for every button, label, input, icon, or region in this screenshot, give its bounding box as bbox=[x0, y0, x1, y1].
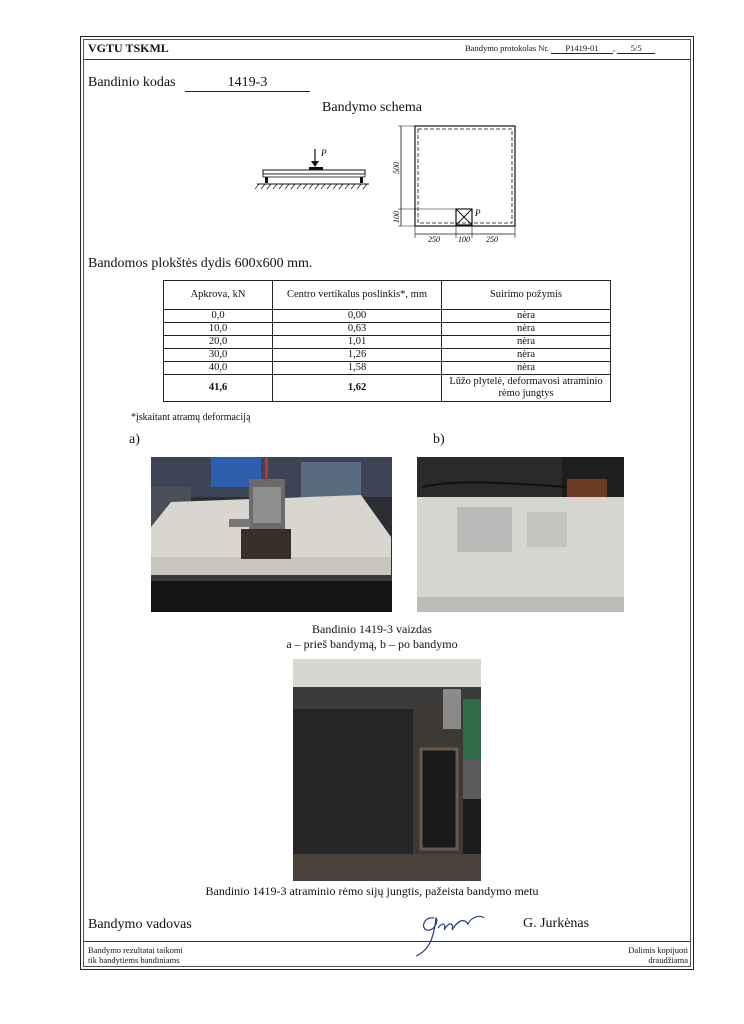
col-failure: Suirimo požymis bbox=[442, 281, 611, 310]
cell: 1,62 bbox=[273, 375, 442, 402]
joint-caption: Bandinio 1419-3 atraminio rėmo sijų jungtis, pažeista bandymo metu bbox=[205, 884, 539, 898]
footer-left-line2: tik bandytiems bandiniams bbox=[88, 955, 180, 965]
side-view-diagram bbox=[255, 145, 375, 195]
cell: 1,26 bbox=[273, 349, 442, 362]
cell: nėra bbox=[442, 349, 611, 362]
protocol-label: Bandymo protokolas Nr. bbox=[465, 43, 549, 53]
dim-mid: 100 bbox=[458, 235, 470, 244]
side-load-label: P bbox=[321, 148, 327, 158]
table-header-row bbox=[164, 281, 611, 310]
header-divider bbox=[84, 59, 690, 60]
dim-right: 250 bbox=[486, 235, 498, 244]
cell: 10,0 bbox=[164, 323, 273, 336]
plate-size-text: Bandomos plokštės dydis 600x600 mm. bbox=[88, 256, 313, 271]
specimen-code-label: Bandinio kodas bbox=[88, 75, 176, 90]
dim-offset: 100 bbox=[392, 211, 401, 223]
signature-image bbox=[400, 906, 500, 962]
col-load: Apkrova, kN bbox=[164, 281, 273, 310]
cell: nėra bbox=[442, 323, 611, 336]
protocol-number: P1419-01 bbox=[551, 43, 613, 54]
page-number: 5/5 bbox=[617, 43, 655, 54]
cell: 40,0 bbox=[164, 362, 273, 375]
footer-divider bbox=[84, 941, 690, 942]
photo-a-label: a) bbox=[129, 432, 140, 447]
supervisor-name: G. Jurkėnas bbox=[523, 916, 590, 931]
dim-left: 250 bbox=[428, 235, 440, 244]
cell: 0,00 bbox=[273, 310, 442, 323]
plan-load-label: P bbox=[475, 208, 481, 218]
cell: 20,0 bbox=[164, 336, 273, 349]
cell: nėra bbox=[442, 362, 611, 375]
cell: nėra bbox=[442, 310, 611, 323]
cell: nėra bbox=[442, 336, 611, 349]
specimen-code: 1419-3 bbox=[185, 75, 310, 92]
photo-after-test bbox=[417, 457, 624, 612]
table-row bbox=[164, 362, 611, 375]
dim-height: 500 bbox=[392, 162, 401, 174]
cell: 41,6 bbox=[164, 375, 273, 402]
table-row bbox=[164, 375, 611, 402]
footer-left bbox=[88, 945, 183, 965]
table-row bbox=[164, 336, 611, 349]
footnote: *įskaitant atramų deformaciją bbox=[131, 412, 251, 423]
specimen-code-line bbox=[88, 75, 310, 92]
table-row bbox=[164, 349, 611, 362]
photo-caption-line1: Bandinio 1419-3 vaizdas bbox=[312, 622, 432, 636]
schema-title: Bandymo schema bbox=[322, 100, 422, 115]
results-table bbox=[163, 280, 611, 402]
cell: Lūžo plytelė, deformavosi atraminio rėmo jungtys bbox=[442, 375, 611, 402]
table-row bbox=[164, 323, 611, 336]
footer-right-line1: Dalimis kopijuoti bbox=[628, 945, 688, 955]
cell: 30,0 bbox=[164, 349, 273, 362]
cell: 1,01 bbox=[273, 336, 442, 349]
footer-left-line1: Bandymo rezultatai taikomi bbox=[88, 945, 183, 955]
org-name: VGTU TSKML bbox=[88, 41, 169, 55]
footer-right-line2: draudžiama bbox=[648, 955, 688, 965]
photo-b-label: b) bbox=[433, 432, 445, 447]
photo-before-test bbox=[151, 457, 392, 612]
cell: 1,58 bbox=[273, 362, 442, 375]
cell: 0,0 bbox=[164, 310, 273, 323]
footer-right bbox=[560, 945, 688, 965]
supervisor-role: Bandymo vadovas bbox=[88, 917, 192, 932]
photo-frame-joint bbox=[293, 659, 481, 881]
photo-caption-line2: a – prieš bandymą, b – po bandymo bbox=[286, 637, 458, 651]
photo-caption bbox=[0, 622, 744, 652]
protocol-header: Bandymo protokolas Nr. P1419-01 , 5/5 bbox=[465, 43, 655, 54]
col-displacement: Centro vertikalus poslinkis*, mm bbox=[273, 281, 442, 310]
plan-view-diagram bbox=[388, 120, 523, 245]
table-row bbox=[164, 310, 611, 323]
cell: 0,63 bbox=[273, 323, 442, 336]
